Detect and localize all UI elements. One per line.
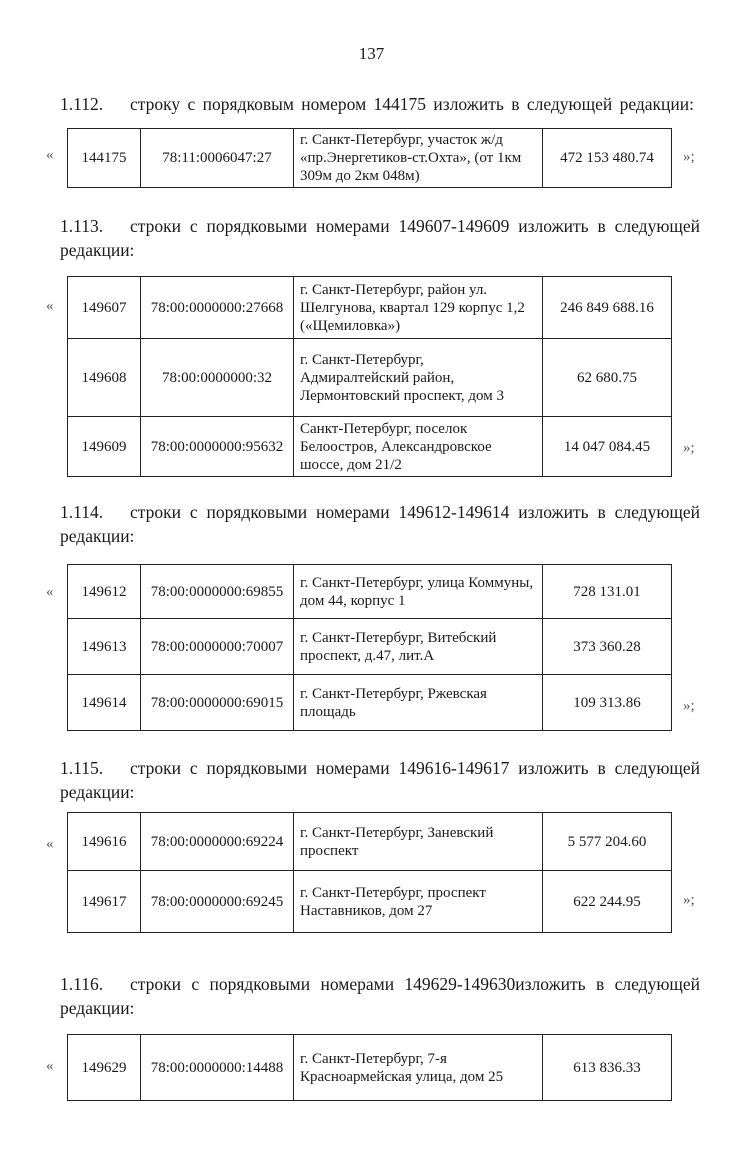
section-number: 1.114. [60,502,104,522]
section-number: 1.113. [60,216,104,236]
data-table [67,128,672,188]
section-heading [60,972,700,1020]
section-heading [60,756,700,804]
row-number-cell: 149607 [68,277,141,339]
table-row [68,565,672,619]
row-number-cell: 149612 [68,565,141,619]
cadastral-number-cell: 78:00:0000000:32 [141,339,294,417]
row-number-cell: 149617 [68,871,141,933]
row-number-cell: 149608 [68,339,141,417]
table-row [68,277,672,339]
row-number-cell: 149629 [68,1035,141,1101]
row-number-cell: 149613 [68,619,141,675]
cadastral-number-cell: 78:00:0000000:69224 [141,813,294,871]
table-row [68,1035,672,1101]
address-cell: г. Санкт-Петербург, участок ж/д «пр.Энергетиков-ст.Охта», (от 1км 309м до 2км 048м) [294,129,543,188]
section-number: 1.112. [60,94,104,114]
row-number-cell: 149616 [68,813,141,871]
row-number-cell: 149614 [68,675,141,731]
value-cell: 109 313.86 [543,675,672,731]
opening-quote: « [46,147,54,163]
data-table [67,1034,672,1101]
data-table [67,564,672,731]
section-text: строку с порядковым номером 144175 изложить в следующей редакции: [130,94,695,114]
table-row [68,339,672,417]
opening-quote: « [46,584,54,600]
closing-quote: »; [683,698,695,714]
value-cell: 472 153 480.74 [543,129,672,188]
section-text: строки с порядковыми номерами 149612-149614 изложить в следующей редакции: [60,502,700,546]
address-cell: г. Санкт-Петербург, Витебский проспект, д.47, лит.А [294,619,543,675]
closing-quote: »; [683,149,695,165]
data-table [67,812,672,933]
value-cell: 373 360.28 [543,619,672,675]
address-cell: г. Санкт-Петербург, проспект Наставников, дом 27 [294,871,543,933]
opening-quote: « [46,1058,54,1074]
data-table [67,276,672,477]
section-heading [60,500,700,548]
address-cell: г. Санкт-Петербург, Ржевская площадь [294,675,543,731]
cadastral-number-cell: 78:00:0000000:14488 [141,1035,294,1101]
page-number: 137 [358,44,385,63]
cadastral-number-cell: 78:00:0000000:69855 [141,565,294,619]
address-cell: Санкт-Петербург, поселок Белоостров, Александровское шоссе, дом 21/2 [294,417,543,477]
value-cell: 246 849 688.16 [543,277,672,339]
table-row [68,675,672,731]
cadastral-number-cell: 78:00:0000000:27668 [141,277,294,339]
table-row [68,813,672,871]
address-cell: г. Санкт-Петербург, район ул. Шелгунова, квартал 129 корпус 1,2 («Щемиловка») [294,277,543,339]
address-cell: г. Санкт-Петербург, Адмиралтейский район, Лермонтовский проспект, дом 3 [294,339,543,417]
section-text: строки с порядковыми номерами 149629-149630изложить в следующей редакции: [60,974,700,1018]
table-row [68,129,672,188]
value-cell: 5 577 204.60 [543,813,672,871]
value-cell: 14 047 084.45 [543,417,672,477]
cadastral-number-cell: 78:00:0000000:69245 [141,871,294,933]
value-cell: 622 244.95 [543,871,672,933]
cadastral-number-cell: 78:00:0000000:69015 [141,675,294,731]
section-number: 1.116. [60,974,104,994]
closing-quote: »; [683,892,695,908]
section-heading [60,214,700,262]
section-number: 1.115. [60,758,104,778]
address-cell: г. Санкт-Петербург, улица Коммуны, дом 44, корпус 1 [294,565,543,619]
closing-quote: »; [683,440,695,456]
value-cell: 62 680.75 [543,339,672,417]
section-text: строки с порядковыми номерами 149607-149609 изложить в следующей редакции: [60,216,700,260]
row-number-cell: 144175 [68,129,141,188]
cadastral-number-cell: 78:00:0000000:95632 [141,417,294,477]
value-cell: 728 131.01 [543,565,672,619]
cadastral-number-cell: 78:11:0006047:27 [141,129,294,188]
address-cell: г. Санкт-Петербург, 7-я Красноармейская улица, дом 25 [294,1035,543,1101]
value-cell: 613 836.33 [543,1035,672,1101]
section-heading [60,92,700,116]
opening-quote: « [46,836,54,852]
address-cell: г. Санкт-Петербург, Заневский проспект [294,813,543,871]
opening-quote: « [46,298,54,314]
table-row [68,619,672,675]
cadastral-number-cell: 78:00:0000000:70007 [141,619,294,675]
section-text: строки с порядковыми номерами 149616-149617 изложить в следующей редакции: [60,758,700,802]
table-row [68,417,672,477]
row-number-cell: 149609 [68,417,141,477]
table-row [68,871,672,933]
